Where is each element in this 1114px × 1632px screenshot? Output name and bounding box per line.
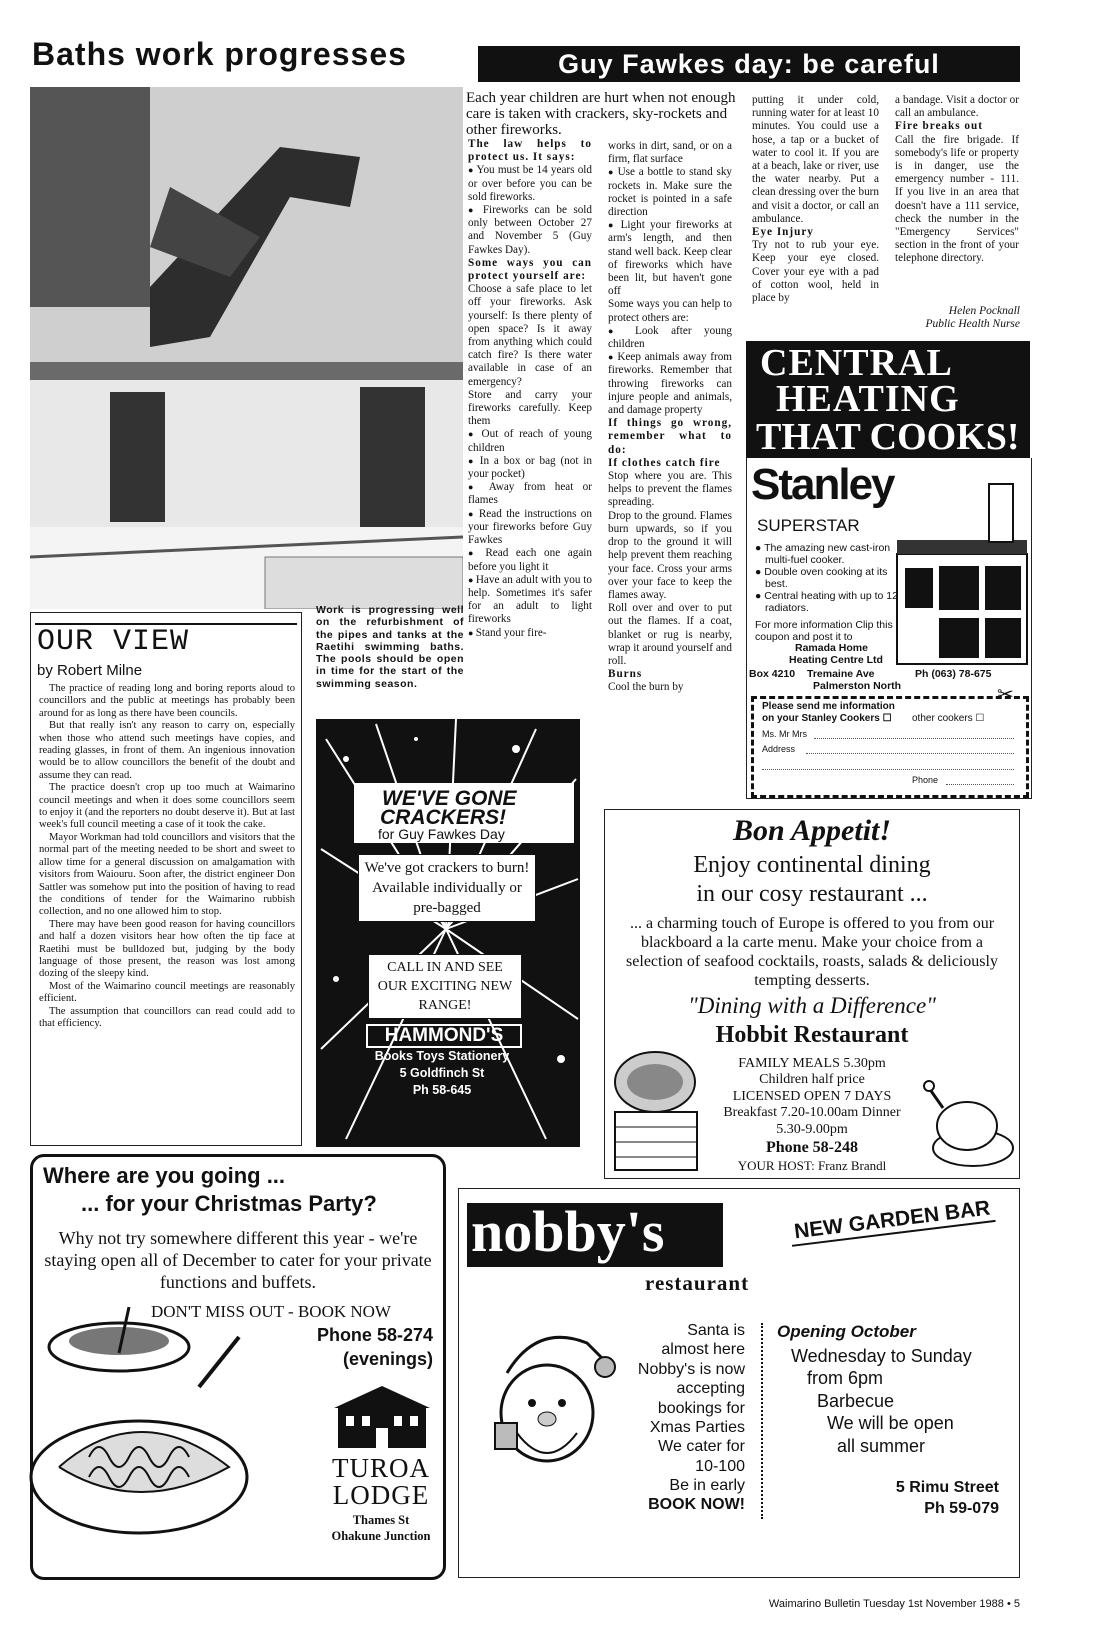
coupon-name-field[interactable] <box>814 738 1014 739</box>
stanley-model: SUPERSTAR <box>757 516 860 535</box>
baths-caption: Work is progressing well on the refurbishment of the pipes and tanks at the Raetihi swimming baths. The pools should be open in time for the start of the swimming season. <box>316 604 464 690</box>
article-bullet: ● Keep animals away from fireworks. Remember that throwing fireworks can injure people and animals, and damage property <box>608 351 732 417</box>
nobbys-line: all summer <box>837 1435 926 1456</box>
nobbys-right-text <box>777 1345 1013 1457</box>
stanley-dealer-1: Ramada Home <box>795 642 868 654</box>
santa-image <box>477 1323 617 1473</box>
nobbys-line: 10-100 <box>695 1457 745 1475</box>
bon-appetit-line-1: Enjoy continental dining <box>693 852 931 878</box>
author-title: Public Health Nurse <box>925 318 1020 330</box>
bon-appetit-detail: 5.30-9.00pm <box>776 1121 848 1137</box>
guy-fawkes-column-3 <box>752 94 879 305</box>
turoa-headline-2: ... for your Christmas Party? <box>81 1191 377 1216</box>
our-view-body <box>39 683 295 1030</box>
bon-appetit-line-2: in our cosy restaurant ... <box>696 881 928 907</box>
article-paragraph: Choose a safe place to let off your fireworks. Ask yourself: Is there plenty of open space? Is it away from anything which could catch fire? Is there water available in case of an emergency? <box>468 283 592 388</box>
nobbys-address: 5 Rimu Street <box>895 1479 999 1496</box>
article-subheading: Fire breaks out <box>895 120 983 133</box>
our-view-paragraph: The practice of reading long and boring reports aloud to councillors and the public at meetings has probably been around for as long as there have been councils. <box>39 683 295 719</box>
stanley-bullet: ● The amazing new cast-iron multi-fuel cooker. <box>755 542 891 566</box>
bon-appetit-detail: LICENSED OPEN 7 DAYS <box>732 1088 892 1104</box>
stanley-info: For more information Clip this coupon and post it to <box>755 619 893 643</box>
turoa-name-2: LODGE <box>332 1480 430 1510</box>
hammonds-name: HAMMOND'S <box>366 1024 522 1048</box>
bon-appetit-body: ... a charming touch of Europe is offered to you from our blackboard a la carte menu. Make your choice from a selection of seafood cocktails, roasts, salads & deliciously tempting desserts. <box>626 915 998 989</box>
turoa-lodge-ad <box>30 1154 446 1580</box>
nobbys-stamp: NEW GARDEN BAR <box>789 1196 996 1247</box>
nobbys-line: Barbecue <box>817 1390 895 1411</box>
coupon-name-label: Ms. Mr Mrs <box>762 729 807 739</box>
stanley-bullet: ● Double oven cooking at its best. <box>755 566 888 590</box>
crackers-headline-1: WE'VE GONE <box>382 787 517 810</box>
guy-fawkes-column-2 <box>608 140 732 695</box>
article-paragraph: Try not to rub your eye. Keep your eye closed. Cover your eye with a pad of cotton wool, held in place by <box>752 239 879 305</box>
article-paragraph: Stop where you are. This helps to prevent the flames spreading. <box>608 470 732 509</box>
article-bullet: ● Use a bottle to stand sky rockets in. Make sure the rocket is pointed in a safe direction <box>608 166 732 219</box>
our-view-paragraph: There may have been good reason for having councillors and half a dozen visitors hear how often the tip face at Raetihi must be bulldozed but, judging by the body language of those present, the reason was lost among dozing of the sleepy kind. <box>39 918 295 980</box>
article-bullet: ● Fireworks can be sold only between October 27 and November 5 (Guy Fawkes Day). <box>468 204 592 257</box>
bon-appetit-phone: Phone 58-248 <box>766 1139 858 1156</box>
article-bullet: ● Read each one again before you light it <box>468 547 592 573</box>
article-subheading: Eye Injury <box>752 226 814 239</box>
nobbys-line: Be in early <box>669 1477 745 1495</box>
article-paragraph: Store and carry your fireworks carefully. Keep them <box>468 388 592 428</box>
nobbys-line: Nobby's is now <box>637 1360 745 1378</box>
article-paragraph: a bandage. Visit a doctor or call an ambulance. <box>895 94 1019 120</box>
crackers-headline-2: CRACKERS! <box>380 806 506 829</box>
author-name: Helen Pocknall <box>948 305 1020 317</box>
our-view-paragraph: But that really isn't any reason to carry on, especially when those who attend such meetings have copies, and reading glasses, in front of them. An ingenious innovation would be to allow councillors the benefit of the doubt and assume they can read. <box>39 720 295 781</box>
nobbys-line: Wednesday to Sunday <box>791 1346 972 1366</box>
turoa-street: Thames St <box>352 1513 410 1527</box>
coupon-address-field[interactable] <box>806 753 1014 754</box>
article-subheading: If clothes catch fire <box>608 456 721 469</box>
lodge-building-image <box>330 1382 434 1450</box>
our-view-paragraph: Mayor Workman had told councillors and visitors that the normal part of the meeting needed to be short and sweet to allow time for a general discussion on amalgamation with visitors from Waiouru. Soon after, the district engineer Don Sattler was somehow put into the position of having to read the conditions of tender for the Waimarino rubbish collection, and no one allowed him to stop. <box>39 831 295 918</box>
bon-appetit-detail: Breakfast 7.20-10.00am Dinner <box>723 1105 901 1121</box>
nobbys-line: almost here <box>661 1341 745 1359</box>
roast-chicken-image <box>923 1078 1015 1174</box>
stanley-ad <box>746 458 1032 799</box>
nobbys-line: We will be open <box>827 1413 954 1434</box>
guy-fawkes-column-1 <box>468 138 592 640</box>
article-bullet: ● Have an adult with you to help. Sometimes it's safer for an adult to light fireworks <box>468 574 592 627</box>
turoa-phone-note: (evenings) <box>342 1349 433 1369</box>
nobbys-phone: Ph 59-079 <box>924 1500 999 1517</box>
turoa-name-1: TUROA <box>332 1453 430 1483</box>
food-platter-image <box>609 1042 703 1174</box>
article-paragraph: Roll over and over to put out the flames. If a coat, blanket or rug is nearby, wrap it around yourself and roll. <box>608 602 732 667</box>
baths-headline: Baths work progresses <box>32 36 407 72</box>
article-bullet: ● Stand your fire- <box>468 627 592 640</box>
crackers-box-2: CALL IN AND SEE OUR EXCITING NEW RANGE! <box>368 954 522 1019</box>
article-paragraph: putting it under cold, running water for at least 10 minutes. You could use a hose, a tap or a bucket of water to cool it. If you are at a beach, lake or river, use the water nearby. Put a clean dressing over the burn and visit a doctor, or call an ambulance. <box>752 94 879 225</box>
guy-fawkes-author <box>880 305 1020 331</box>
guy-fawkes-column-4 <box>895 94 1019 266</box>
article-bullet: ● In a box or bag (not in your pocket) <box>468 455 592 481</box>
article-bullet: ● Look after young children <box>608 325 732 351</box>
hammonds-ad <box>316 719 580 1147</box>
central-heating-banner <box>746 341 1030 458</box>
stanley-phone: Ph (063) 78-675 <box>915 668 992 680</box>
stanley-headline-2: HEATING <box>776 378 960 420</box>
stanley-coupon[interactable] <box>751 696 1029 798</box>
coupon-phone-field[interactable] <box>946 784 1014 785</box>
coupon-address-label: Address <box>762 744 796 754</box>
nobbys-left-cta: BOOK NOW! <box>648 1496 745 1513</box>
nobbys-line: from 6pm <box>807 1368 884 1389</box>
coupon-line-1: Please send me information <box>762 701 895 712</box>
coupon-line-2b[interactable]: other cookers ☐ <box>912 713 985 724</box>
nobbys-left-text <box>599 1321 745 1496</box>
bon-appetit-detail: Children half price <box>759 1072 865 1088</box>
nobbys-line: Santa is <box>687 1322 745 1339</box>
article-subheading: The law helps to protect us. It says: <box>468 138 592 164</box>
nobbys-line: bookings for <box>657 1399 745 1417</box>
stanley-bullet: ● Central heating with up to 12 radiators. <box>755 590 898 614</box>
nobbys-logo: nobby's <box>467 1203 723 1267</box>
our-view-paragraph: The assumption that councillors can read could add to that efficiency. <box>39 1005 295 1029</box>
page-footer: Waimarino Bulletin Tuesday 1st November 1988 • 5 <box>768 1598 1020 1610</box>
hammonds-line-2: 5 Goldfinch St <box>399 1066 485 1080</box>
stanley-street: Tremaine Ave <box>807 668 875 680</box>
our-view-heading: OUR VIEW <box>37 625 190 659</box>
article-paragraph: Call the fire brigade. If somebody's life or property is in danger, use the emergency number - 111. If you live in an area that doesn't have a 111 service, check the number in the "Emergency Services" section in the front of your telephone directory. <box>895 133 1019 265</box>
article-subheading: If things go wrong, remember what to do: <box>608 417 732 456</box>
hobbit-restaurant-name: Hobbit Restaurant <box>715 1022 909 1048</box>
nobbys-ad <box>458 1188 1020 1578</box>
turoa-headline-1: Where are you going ... <box>43 1163 286 1188</box>
article-subheading: Burns <box>608 668 643 681</box>
bon-appetit-details <box>695 1056 929 1138</box>
turoa-cta: DON'T MISS OUT - BOOK NOW <box>151 1302 391 1321</box>
stanley-box: Box 4210 <box>749 668 796 680</box>
article-bullet: ● Light your fireworks at arm's length, and then stand well back. Keep clear of fireworks which have been lit, but haven't gone off <box>608 219 732 298</box>
hammonds-line-3: Ph 58-645 <box>412 1083 472 1097</box>
stanley-dealer-2: Heating Centre Ltd <box>789 654 883 666</box>
baths-photo <box>30 87 463 609</box>
our-view-paragraph: The practice doesn't crop up too much at Waimarino council meetings and when it does some councillors seem to enjoy it (and the reporters no doubt deserve it). But at last week's full council meeting a case of it took the cake. <box>39 782 295 831</box>
hammonds-line-1: Books Toys Stationery <box>374 1049 510 1063</box>
stove-image <box>893 478 1029 668</box>
guy-fawkes-lead: Each year children are hurt when not enough care is taken with crackers, sky-rockets and other fireworks. <box>466 90 736 138</box>
nobbys-line: We cater for <box>658 1438 745 1456</box>
crackers-sub: for Guy Fawkes Day <box>378 826 505 842</box>
guy-fawkes-headline: Guy Fawkes day: be careful <box>478 46 1020 82</box>
article-subheading: Some ways you can protect yourself are: <box>468 256 592 283</box>
article-paragraph: works in dirt, sand, or on a firm, flat surface <box>608 140 732 166</box>
nobbys-divider <box>761 1323 763 1519</box>
article-bullet: ● Read the instructions on your fireworks before Guy Fawkes <box>468 508 592 548</box>
bon-appetit-detail: FAMILY MEALS 5.30pm <box>738 1056 886 1071</box>
excavator-image <box>30 87 463 609</box>
our-view-box <box>30 612 302 1146</box>
coupon-line-2a[interactable]: on your Stanley Cookers ☐ <box>762 713 892 724</box>
article-bullet: ● Away from heat or flames <box>468 481 592 507</box>
buffet-dishes-image <box>29 1307 299 1567</box>
stanley-headline-3: THAT COOKS! <box>756 416 1020 458</box>
stanley-brand: Stanley <box>751 460 894 509</box>
nobbys-sub: restaurant <box>645 1271 750 1295</box>
article-paragraph: Drop to the ground. Flames burn upwards, so if you drop to the ground it will help prevent them reaching your face. Cross your arms over your face to keep the flames away. <box>608 509 732 601</box>
crackers-box-1: We've got crackers to burn! Available individually or pre-bagged <box>358 854 536 922</box>
scissors-icon: ✂ <box>997 684 1014 706</box>
nobbys-opening: Opening October <box>777 1322 916 1341</box>
turoa-phone: Phone 58-274 <box>316 1325 433 1345</box>
turoa-body: Why not try somewhere different this year - we're staying open all of December to cater for your private functions and buffets. <box>44 1228 432 1292</box>
article-bullet: ● You must be 14 years old or over before you can be sold fireworks. <box>468 164 592 204</box>
article-paragraph: Some ways you can help to protect others are: <box>608 298 732 324</box>
turoa-town: Ohakune Junction <box>331 1529 431 1543</box>
article-bullet: ● Out of reach of young children <box>468 428 592 454</box>
bon-appetit-host: YOUR HOST: Franz Brandl <box>737 1158 887 1173</box>
bon-appetit-ad <box>604 809 1020 1179</box>
nobbys-line: accepting <box>676 1380 745 1398</box>
bon-appetit-title: Bon Appetit! <box>732 814 892 847</box>
stanley-headline-1: CENTRAL <box>760 342 953 384</box>
our-view-byline: by Robert Milne <box>37 662 143 679</box>
nobbys-line: Xmas Parties <box>649 1419 745 1437</box>
our-view-paragraph: Most of the Waimarino council meetings are reasonably efficient. <box>39 980 295 1005</box>
coupon-address-field-2[interactable] <box>762 769 1014 770</box>
stanley-bullets <box>755 542 905 614</box>
stanley-city: Palmerston North <box>813 680 902 692</box>
bon-appetit-slogan: "Dining with a Difference" <box>688 993 936 1018</box>
coupon-phone-label: Phone <box>912 775 939 785</box>
article-paragraph: Cool the burn by <box>608 681 684 694</box>
